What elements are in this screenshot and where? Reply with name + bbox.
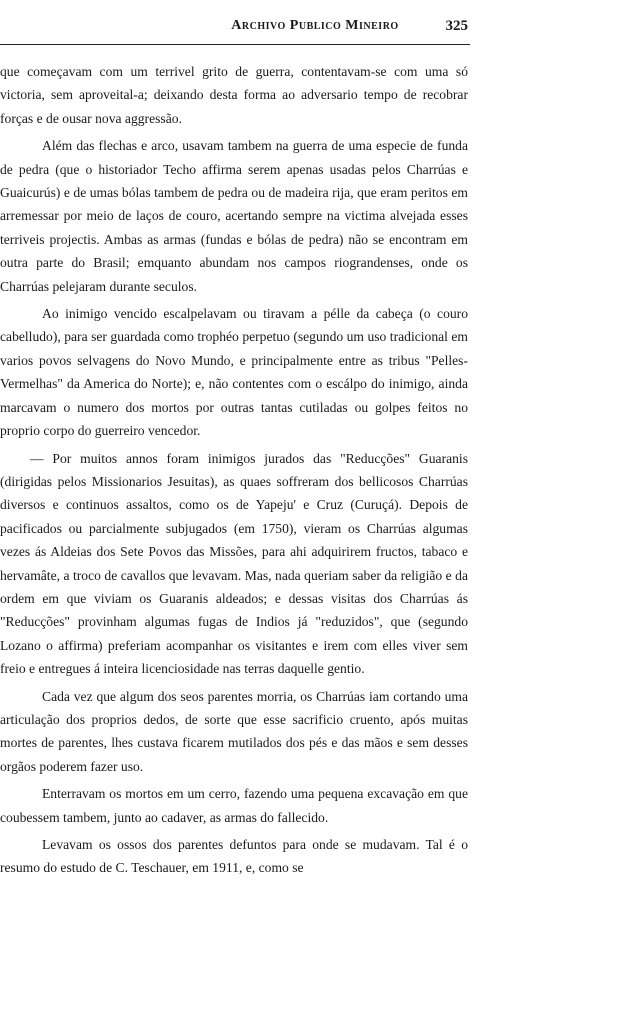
paragraph-1: que começavam com um terrivel grito de guerra, contentavam-se com uma só victoria, sem aproveital-a; deixando desta forma ao adversario tempo de recobrar forças e de ousar nova aggressão.	[0, 64, 468, 126]
paragraph-7: Levavam os ossos dos parentes defuntos para onde se mudavam. Tal é o resumo do estudo de C. Teschauer, em 1911, e, como se	[0, 837, 468, 876]
page-header	[0, 18, 630, 42]
running-head: Archivo Publico Mineiro	[231, 18, 399, 33]
body-text	[0, 60, 468, 884]
paragraph-2: Além das flechas e arco, usavam tambem na guerra de uma especie de funda de pedra (que o historiador Techo affirma serem apenas usadas pelos Charrúas e Guaicurús) e de umas bólas tambem de pedra ou de madeira rija, que eram peritos em arremessar por meio de laços de couro, acertando sempre na victima alvejada esses terriveis projectis. Ambas as armas (fundas e bólas de pedra) não se encontram em outra parte do Brasil; emquanto abundam nos campos riograndenses, onde os Charrúas pelejaram durante seculos.	[0, 138, 468, 294]
paragraph-4: — Por muitos annos foram inimigos jurados das "Reducções" Guaranis (dirigidas pelos Missionarios Jesuitas), as quaes soffreram dos bellicosos Charrúas diversos e continuos assaltos, como os de Yapeju' e Cruz (Curuçá). Depois de pacificados ou parcialmente subjugados (em 1750), vieram os Charrúas algumas vezes ás Aldeias dos Sete Povos das Missões, para ahi adquirirem fructos, tabaco e hervamâte, a troco de cavallos que levavam. Mas, nada queriam saber da religião e da ordem em que viviam os Guaranis aldeados; e dessas visitas dos Charrúas ás "Reducções" provinham algumas fugas de Indios já "reduzidos", que (segundo Lozano o affirma) preferiam acompanhar os visitantes e irem com elles viver sem freio e entregues á inteira licenciosidade nas terras daquelle gentio.	[0, 450, 468, 677]
paragraph-5: Cada vez que algum dos seos parentes morria, os Charrúas iam cortando uma articulação dos proprios dedos, de sorte que esse sacrificio cruento, após muitas mortes de parentes, lhes custava ficarem mutilados dos pés e das mãos e sem desses orgãos poderem fazer uso.	[0, 688, 468, 774]
paragraph-3: Ao inimigo vencido escalpelavam ou tiravam a pélle da cabeça (o couro cabelludo), para ser guardada como trophéo perpetuo (segundo um uso tradicional em varios povos selvagens do Novo Mundo, e principalmente entre as tribus "Pelles-Vermelhas" da America do Norte); e, não contentes com o escálpo do inimigo, ainda marcavam o numero dos mortos por outras tantas cutiladas ou golpes feitos no proprio corpo do guerreiro vencedor.	[0, 306, 468, 439]
paragraph-6: Enterravam os mortos em um cerro, fazendo uma pequena excavação em que coubessem tambem, junto ao cadaver, as armas do fallecido.	[0, 786, 468, 825]
page-number: 325	[445, 18, 468, 34]
header-rule	[0, 44, 470, 45]
